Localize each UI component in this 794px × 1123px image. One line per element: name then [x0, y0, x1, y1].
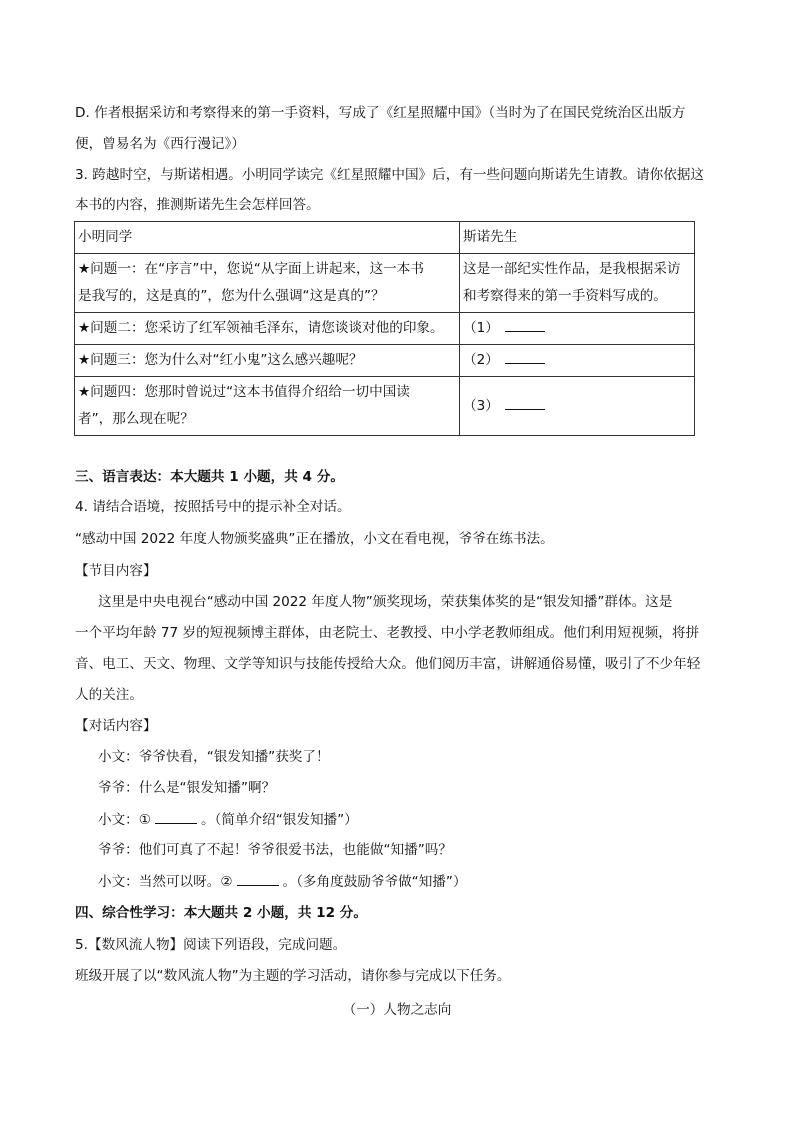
section-3-heading: 三、语言表达：本大题共 1 小题，共 4 分。	[75, 469, 344, 485]
header-xiaoming: 小明同学	[75, 222, 460, 254]
sub-section-title: （一）人物之志向	[342, 1002, 452, 1018]
table-row	[75, 313, 695, 345]
program-line-3: 音、电工、天文、物理、文学等知识与技能传授给大众。他们阅历丰富，讲解通俗易懂，吸引了不少年轻	[75, 656, 701, 672]
dialog-label: 【对话内容】	[75, 718, 157, 734]
table-row	[75, 254, 695, 313]
answer-3-blank[interactable]	[505, 349, 545, 364]
answer-2-number: （1）	[463, 320, 499, 336]
question-4: 4. 请结合语境，按照括号中的提示补全对话。	[75, 499, 351, 515]
table-row	[75, 377, 695, 436]
question-3: ★问题三：您为什么对“红小鬼”这么感兴趣呢？	[78, 352, 363, 368]
dialog-line-3	[98, 809, 358, 830]
dialog-5-blank[interactable]	[237, 871, 279, 886]
answer-cell	[460, 377, 695, 436]
program-label: 【节目内容】	[75, 563, 157, 579]
question-cell	[75, 254, 460, 313]
question-1-line1: ★问题一：在“序言”中，您说“从字面上讲起来，这一本书	[78, 261, 424, 277]
dialog-line-2: 爷爷：什么是“银发知播”啊？	[98, 780, 276, 796]
dialog-line-5	[98, 871, 467, 892]
dialog-line-1: 小文：爷爷快看，“银发知播”获奖了！	[98, 749, 330, 765]
question-2: ★问题二：您采访了红军领袖毛泽东，请您谈谈对他的印象。	[78, 320, 444, 336]
question-cell	[75, 313, 460, 345]
answer-2-blank[interactable]	[505, 317, 545, 332]
question-3-line2: 本书的内容，推测斯诺先生会怎样回答。	[75, 197, 320, 213]
qa-table	[74, 221, 695, 436]
dialog-5-suffix: 。（多角度鼓励爷爷做“知播”）	[282, 874, 467, 890]
program-line-1: 这里是中央电视台“感动中国 2022 年度人物”颁奖现场，荣获集体奖的是“银发知播”群体。这是	[98, 594, 673, 610]
answer-1-line2: 和考察得来的第一手资料写成的。	[463, 288, 667, 304]
answer-cell	[460, 345, 695, 377]
question-5: 5.【数风流人物】阅读下列语段，完成问题。	[75, 937, 347, 953]
context-line: “感动中国 2022 年度人物颁奖盛典”正在播放，小文在看电视，爷爷在练书法。	[75, 531, 554, 547]
dialog-3-blank[interactable]	[155, 809, 197, 824]
dialog-3-suffix: 。（简单介绍“银发知播”）	[200, 812, 358, 828]
question-cell	[75, 345, 460, 377]
option-d-line2: 便，曾易名为《西行漫记》）	[75, 136, 245, 152]
header-snow: 斯诺先生	[460, 222, 695, 254]
dialog-3-prefix: 小文：①	[98, 812, 151, 828]
option-d-line1: D. 作者根据采访和考察得来的第一手资料，写成了《红星照耀中国》（当时为了在国民党统治区出版方	[75, 105, 686, 121]
table-header-row	[75, 222, 695, 254]
answer-1-line1: 这是一部纪实性作品，是我根据采访	[463, 261, 681, 277]
section-4-heading: 四、综合性学习：本大题共 2 小题，共 12 分。	[75, 905, 367, 921]
program-line-4: 人的关注。	[75, 687, 143, 703]
question-3-line1: 3. 跨越时空，与斯诺相遇。小明同学读完《红星照耀中国》后，有一些问题向斯诺先生请教。请你依据这	[75, 167, 705, 183]
answer-3-number: （2）	[463, 352, 499, 368]
question-cell	[75, 377, 460, 436]
answer-cell	[460, 254, 695, 313]
dialog-5-prefix: 小文：当然可以呀。②	[98, 874, 233, 890]
dialog-line-4: 爷爷：他们可真了不起！爷爷很爱书法，也能做“知播”吗？	[98, 842, 452, 858]
question-4-line2: 者”，那么现在呢？	[78, 411, 194, 427]
answer-4-number: （3）	[463, 397, 499, 414]
question-4-line1: ★问题四：您那时曾说过“这本书值得介绍给一切中国读	[78, 384, 410, 400]
answer-4-blank[interactable]	[505, 395, 545, 410]
program-line-2: 一个平均年龄 77 岁的短视频博主群体，由老院士、老教授、中小学老教师组成。他们利用短视频，将拼	[75, 625, 700, 641]
table-row	[75, 345, 695, 377]
activity-intro: 班级开展了以“数风流人物”为主题的学习活动，请你参与完成以下任务。	[75, 968, 511, 984]
question-1-line2: 是我写的，这是真的”，您为什么强调“这是真的”？	[78, 288, 385, 304]
answer-cell	[460, 313, 695, 345]
